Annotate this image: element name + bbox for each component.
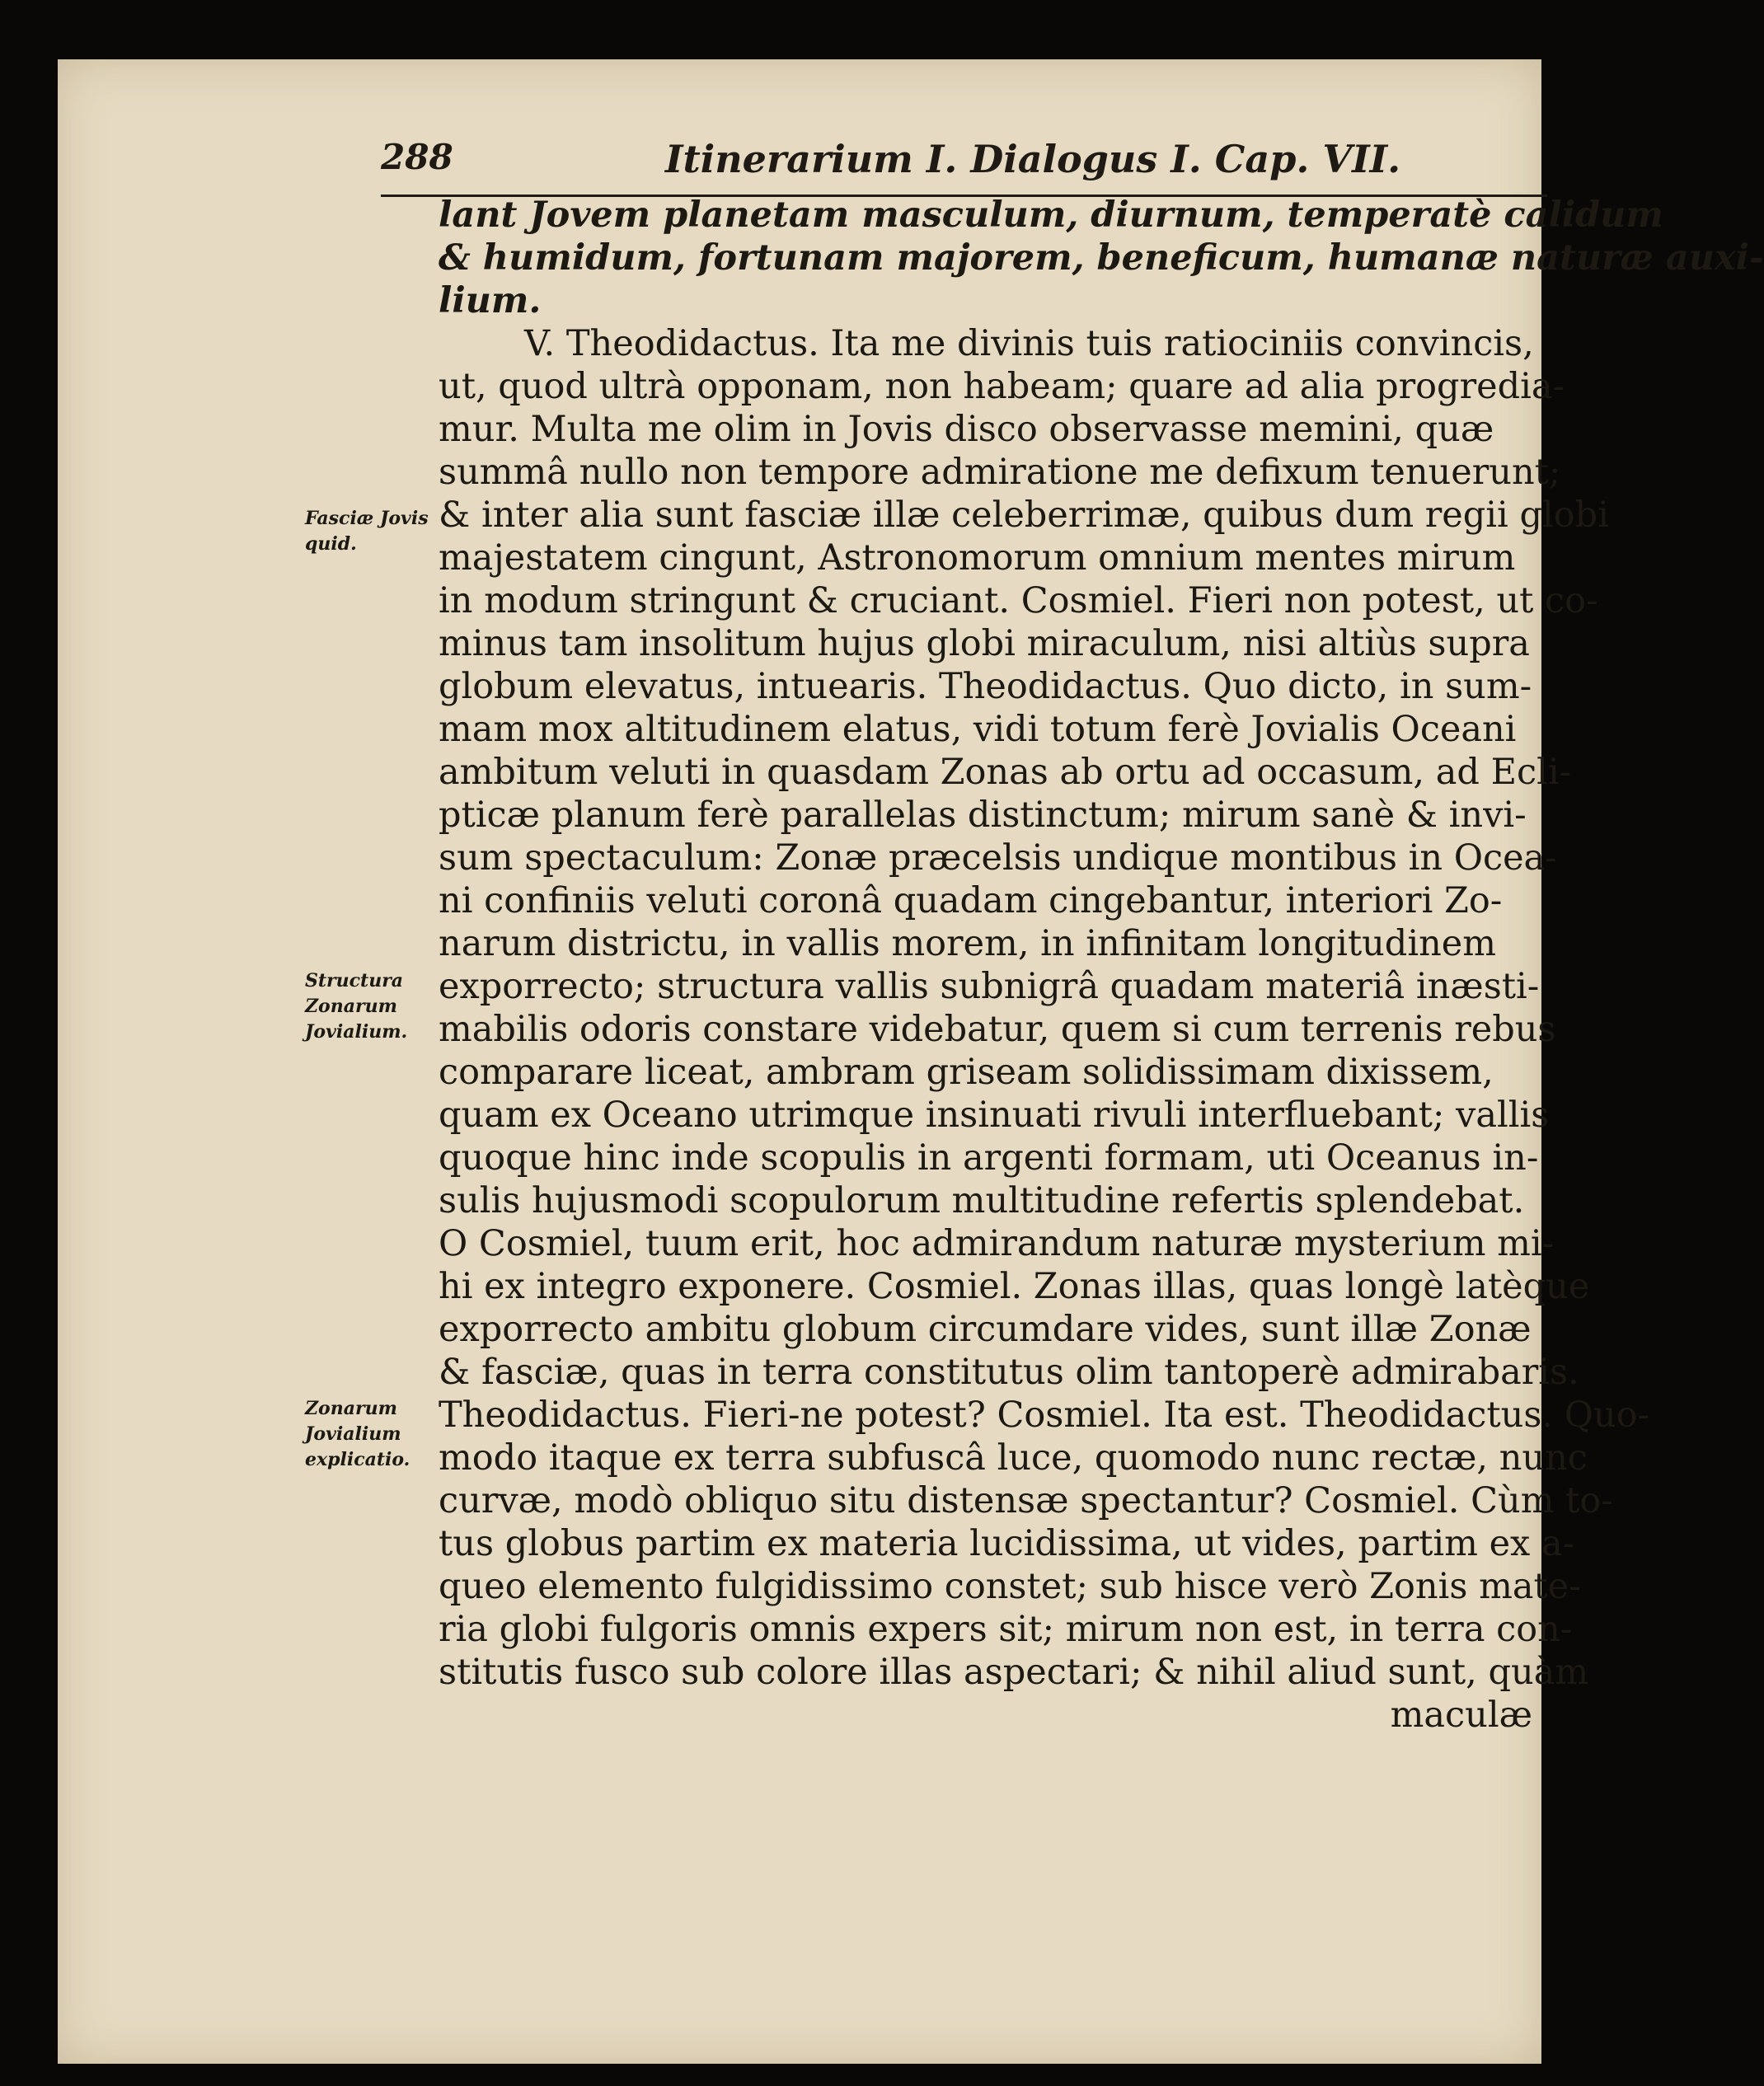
margin-note-line: Zonarum xyxy=(305,996,397,1017)
margin-note-line: Zonarum xyxy=(305,1398,397,1419)
text-line: ambitum veluti in quasdam Zonas ab ortu ad occasum, ad Ecli- xyxy=(439,752,1572,793)
running-title: Itinerarium I. Dialogus I. Cap. VII. xyxy=(665,137,1401,181)
text-line: & fasciæ, quas in terra constitutus olim tantoperè admirabaris. xyxy=(439,1352,1579,1393)
text-line: majestatem cingunt, Astronomorum omnium mentes mirum xyxy=(439,537,1516,579)
text-line: sulis hujusmodi scopulorum multitudine refertis splendebat. xyxy=(439,1180,1525,1221)
text-line: summâ nullo non tempore admiratione me defixum tenuerunt; xyxy=(439,452,1561,493)
text-line: hi ex integro exponere. Cosmiel. Zonas illas, quas longè latèque xyxy=(439,1266,1590,1307)
text-line: modo itaque ex terra subfuscâ luce, quomodo nunc rectæ, nunc xyxy=(439,1437,1588,1479)
text-line: in modum stringunt & cruciant. Cosmiel. Fieri non potest, ut co- xyxy=(439,580,1598,621)
text-line: queo elemento fulgidissimo constet; sub hisce verò Zonis mate- xyxy=(439,1566,1581,1607)
page-header xyxy=(381,137,1547,197)
text-line: comparare liceat, ambram griseam solidissimam dixissem, xyxy=(439,1052,1494,1093)
text-line: sum spectaculum: Zonæ præcelsis undique montibus in Ocea- xyxy=(439,837,1557,879)
margin-note-line: Jovialium. xyxy=(305,1021,408,1043)
margin-note-line: explicatio. xyxy=(305,1449,411,1470)
text-line: curvæ, modò obliquo situ distensæ spectantur? Cosmiel. Cùm to- xyxy=(439,1480,1613,1521)
text-line: pticæ planum ferè parallelas distinctum; mirum sanè & invi- xyxy=(439,795,1527,836)
text-line: ria globi fulgoris omnis expers sit; mirum non est, in terra con- xyxy=(439,1609,1573,1650)
margin-note-line: Structura xyxy=(305,970,404,991)
text-line: narum districtu, in vallis morem, in infinitam longitudinem xyxy=(439,923,1496,964)
text-line: exporrecto; structura vallis subnigrâ quadam materiâ inæsti- xyxy=(439,966,1540,1007)
catchword: maculæ xyxy=(1390,1695,1532,1736)
text-line: Theodidactus. Fieri-ne potest? Cosmiel. Ita est. Theodidactus. Quo- xyxy=(439,1395,1650,1436)
text-line: stitutis fusco sub colore illas aspectari; & nihil aliud sunt, quàm xyxy=(439,1652,1589,1693)
margin-note-structura xyxy=(305,968,441,1045)
text-line: lium. xyxy=(439,280,542,321)
text-line: tus globus partim ex materia lucidissima, ut vides, partim ex a- xyxy=(439,1523,1575,1564)
margin-note-line: Jovialium xyxy=(305,1423,401,1445)
text-line: lant Jovem planetam masculum, diurnum, temperatè calidum xyxy=(439,195,1663,236)
text-line: & inter alia sunt fasciæ illæ celeberrimæ, quibus dum regii globi xyxy=(439,495,1609,536)
margin-note-line: Fasciæ Jovis xyxy=(305,508,429,529)
text-line: mur. Multa me olim in Jovis disco observasse memini, quæ xyxy=(439,409,1494,450)
text-line: quoque hinc inde scopulis in argenti formam, uti Oceanus in- xyxy=(439,1137,1539,1179)
text-line: mam mox altitudinem elatus, vidi totum ferè Jovialis Oceani xyxy=(439,709,1517,750)
book-page xyxy=(58,59,1764,2064)
text-line: mabilis odoris constare videbatur, quem si cum terrenis rebus xyxy=(439,1009,1556,1050)
text-line: ni confiniis veluti coronâ quadam cingebantur, interiori Zo- xyxy=(439,880,1503,921)
page-number: 288 xyxy=(381,137,453,177)
text-line: exporrecto ambitu globum circumdare vides, sunt illæ Zonæ xyxy=(439,1309,1532,1350)
text-line: O Cosmiel, tuum erit, hoc admirandum naturæ mysterium mi- xyxy=(439,1223,1555,1264)
text-line: quam ex Oceano utrimque insinuati rivuli interfluebant; vallis xyxy=(439,1095,1550,1136)
text-line: globum elevatus, intuearis. Theodidactus. Quo dicto, in sum- xyxy=(439,666,1532,707)
margin-note-explicatio xyxy=(305,1396,441,1473)
text-line: V. Theodidactus. Ita me divinis tuis ratiociniis convincis, xyxy=(524,323,1534,364)
text-line: minus tam insolitum hujus globi miraculum, nisi altiùs supra xyxy=(439,623,1530,664)
margin-note-line: quid. xyxy=(305,533,357,555)
margin-note-fasciae xyxy=(305,506,441,557)
text-line: & humidum, fortunam majorem, beneficum, humanæ naturæ auxi- xyxy=(439,237,1764,279)
text-line: ut, quod ultrà opponam, non habeam; quare ad alia progredia- xyxy=(439,366,1565,407)
